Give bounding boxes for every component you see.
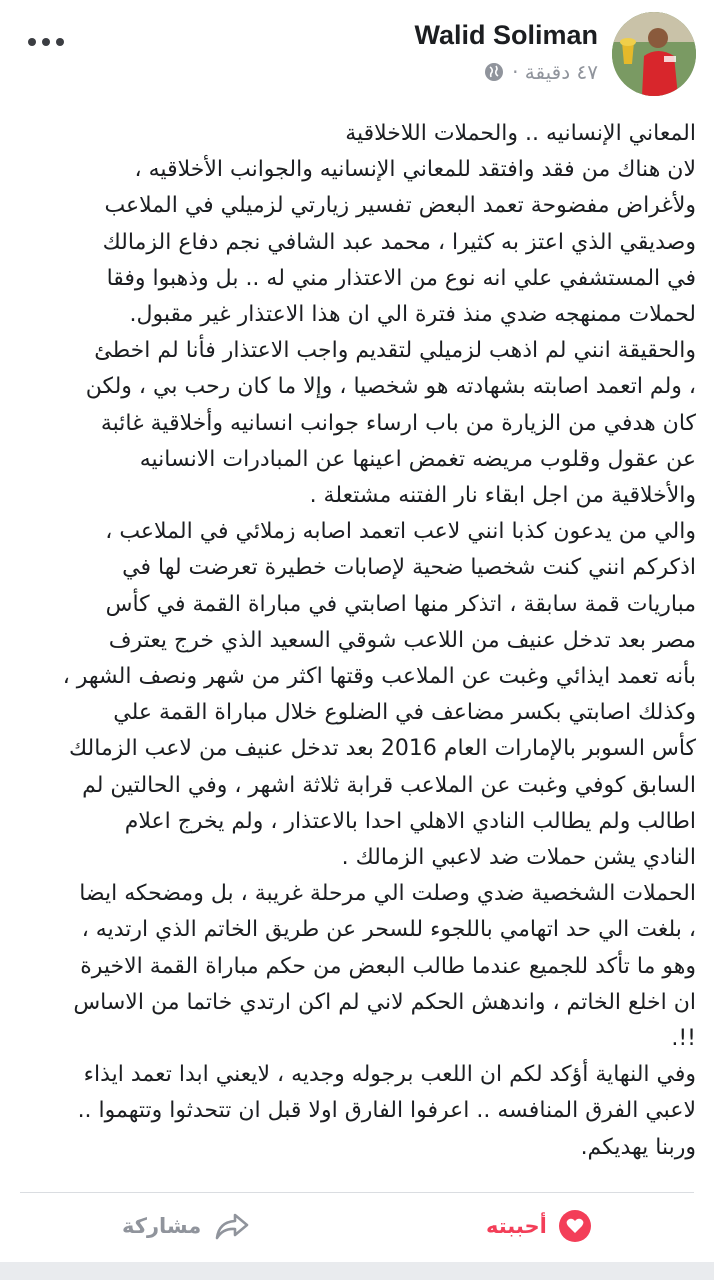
feed-separator — [0, 1262, 714, 1280]
post-paragraph: والحقيقة انني لم اذهب لزميلي لتقديم واجب الاعتذار فأنا لم اخطئ ، ولم اتعمد اصابته بشهادته هو شخصيا ، وإلا ما كان رحب بي ، ولكن كان هدفي من الزيارة من باب ارساء جوانب انسانيه وأخلاقية غائبة عن عقول وقلوب مريضه تغمض اعينها عن المبادرات الانسانيه والأخلاقية من اجل ابقاء نار الفتنه مشتعلة . — [85, 338, 696, 509]
more-dot — [56, 38, 64, 46]
post-timestamp[interactable]: ٤٧ دقيقة · — [512, 60, 598, 84]
post-actions-bar — [0, 1193, 714, 1259]
author-name[interactable]: Walid Soliman — [414, 20, 598, 50]
post-paragraph: المعاني الإنسانيه .. والحملات اللاخلاقية لان هناك من فقد وافتقد للمعاني الإنسانيه والجوانب الأخلاقيه ، ولأغراض مفضوحة تعمد البعض تفسير زيارتي لزميلي في الملاعب وصديقي الذي اعتز به كثيرا ، محمد عبد الشافي نجم دفاع الزمالك في المستشفي علي انه نوع من الاعتذار مني له .. بل وذهبوا وفقا لحملات ممنهجه ضدي منذ فترة الي ان هذا الاعتذار غير مقبول. — [102, 121, 696, 328]
post-meta — [484, 60, 598, 84]
share-label: مشاركة — [122, 1214, 202, 1238]
more-dots-icon — [28, 38, 36, 46]
post-header — [0, 0, 714, 110]
avatar[interactable] — [612, 12, 696, 96]
post-paragraph: وفي النهاية أؤكد لكم ان اللعب برجوله وجديه ، لايعني ابدا تعمد ايذاء لاعبي الفرق المنافسه .. اعرفوا الفارق اولا قبل ان تتحدثوا وتتهموا .. وربنا يهديكم. — [77, 1062, 696, 1160]
post-paragraph: والي من يدعون كذبا انني لاعب اتعمد اصابه زملائي في الملاعب ، اذكركم انني كنت شخصيا ضحية لإصابات خطيرة تعرضت لها في مباريات قمة سابقة ، اتذكر منها اصابتي في مباراة القمة في كأس مصر بعد تدخل عنيف من اللاعب شوقي السعيد الذي خرج يعترف بأنه تعمد ايذائي وغبت عن الملاعب وقتها اكثر من شهر ونصف الشهر ، وكذلك اصابتي بكسر مضاعف في الضلوع خلال مباراة القمة علي كأس السوبر بالإمارات العام 2016 بعد تدخل عنيف من لاعب الزمالك السابق كوفي وغبت عن الملاعب قرابة ثلاثة اشهر ، وفي الحالتين لم اطالب ولم يطالب النادي الاهلي احدا بالاعتذار ، ولم يخرج اعلام النادي يشن حملات ضد لاعبي الزمالك . — [62, 519, 696, 871]
love-reaction-button[interactable] — [486, 1193, 591, 1259]
heart-icon — [559, 1210, 591, 1242]
post-body — [20, 116, 696, 1166]
love-reaction-label: أحببته — [486, 1214, 547, 1238]
avatar-photo-icon — [612, 12, 696, 96]
more-dot — [42, 38, 50, 46]
globe-icon — [484, 62, 504, 82]
post-paragraph: الحملات الشخصية ضدي وصلت الي مرحلة غريبة ، بل ومضحكه ايضا ، بلغت الي حد اتهامي باللجوء للسحر عن طريق الخاتم الذي ارتديه ، وهو ما تأكد للجميع عندما طالب البعض من حكم مباراة القمة الاخيرة ان اخلع الخاتم ، واندهش الحكم لاني لم اكن ارتدي خاتما من الاساس !!. — [73, 881, 696, 1052]
share-button[interactable] — [122, 1193, 251, 1259]
share-arrow-icon — [213, 1211, 251, 1241]
more-options-button[interactable] — [24, 34, 68, 50]
